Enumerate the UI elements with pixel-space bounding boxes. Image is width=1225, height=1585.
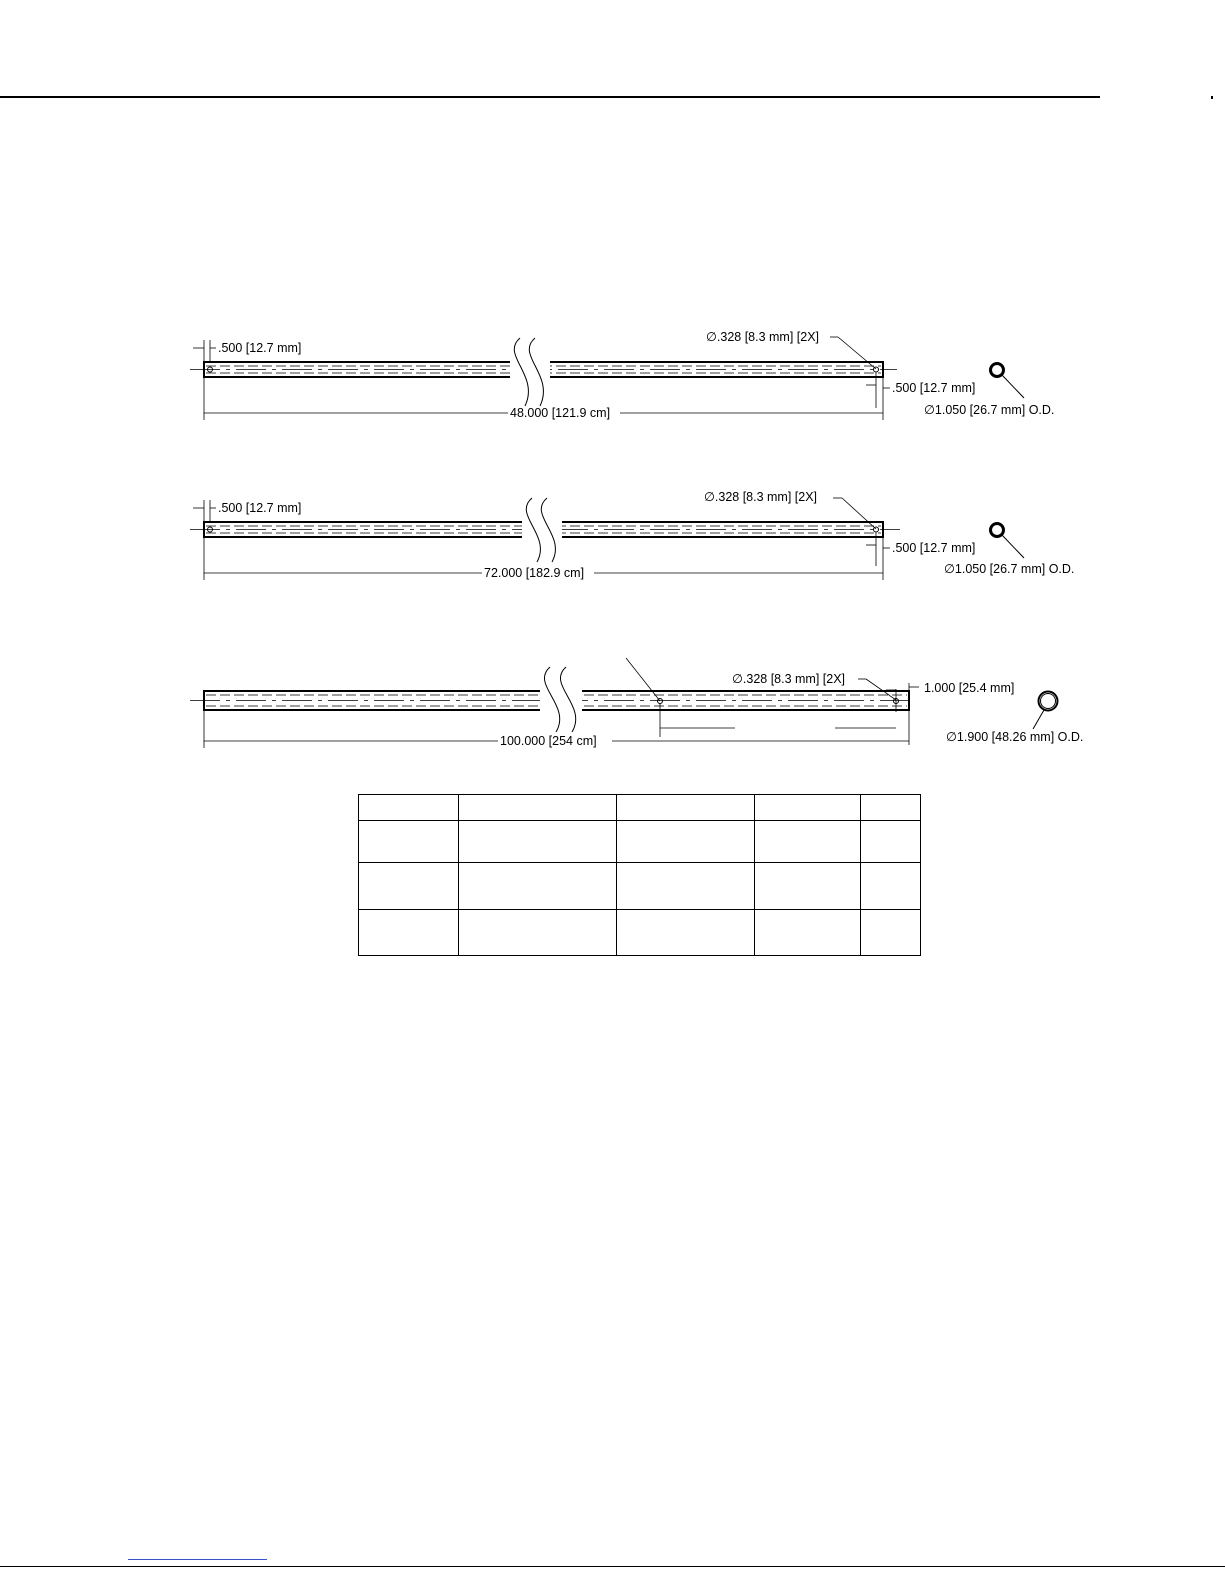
end-offset-right-label: .500 [12.7 mm] xyxy=(892,541,976,555)
end-offset-right-label: 1.000 [25.4 mm] xyxy=(924,681,1015,695)
outer-diameter-label: ∅1.050 [26.7 mm] O.D. xyxy=(924,403,1055,417)
end-offset-left-label: .500 [12.7 mm] xyxy=(218,501,302,515)
overall-length-label: 72.000 [182.9 cm] xyxy=(484,566,585,580)
table-cell xyxy=(617,821,755,863)
table-row xyxy=(359,863,921,910)
outer-diameter-label: ∅1.050 [26.7 mm] O.D. xyxy=(944,562,1075,576)
end-offset-left-label: .500 [12.7 mm] xyxy=(218,341,302,355)
pipe-drawing-100 xyxy=(190,658,1058,748)
table-cell xyxy=(755,821,861,863)
table-cell xyxy=(459,863,617,910)
overall-length-label: 100.000 [254 cm] xyxy=(500,734,597,748)
hole-callout-label: ∅.328 [8.3 mm] [2X] xyxy=(704,490,818,504)
table-cell xyxy=(459,795,617,821)
table-cell xyxy=(359,795,459,821)
table-header-row xyxy=(359,795,921,821)
table-cell xyxy=(755,795,861,821)
hole-callout-label: ∅.328 [8.3 mm] [2X] xyxy=(732,672,846,686)
table-cell xyxy=(861,795,921,821)
table-cell xyxy=(459,910,617,956)
section-circle xyxy=(1039,692,1058,711)
table-cell xyxy=(861,910,921,956)
section-circle xyxy=(991,364,1004,377)
table-row xyxy=(359,910,921,956)
table-cell xyxy=(617,795,755,821)
section-circle xyxy=(991,524,1004,537)
table-row xyxy=(359,821,921,863)
spec-table xyxy=(358,794,921,956)
pipe-drawing-72 xyxy=(190,498,1024,580)
table-cell xyxy=(755,910,861,956)
table-cell xyxy=(359,863,459,910)
overall-length-label: 48.000 [121.9 cm] xyxy=(510,406,611,420)
break-mask xyxy=(510,355,550,383)
end-offset-right-label: .500 [12.7 mm] xyxy=(892,381,976,395)
table-cell xyxy=(861,821,921,863)
table-cell xyxy=(359,910,459,956)
table-cell xyxy=(359,821,459,863)
hole-callout-label: ∅.328 [8.3 mm] [2X] xyxy=(706,330,820,344)
table-cell xyxy=(617,863,755,910)
table-cell xyxy=(755,863,861,910)
table-cell xyxy=(459,821,617,863)
outer-diameter-label: ∅1.900 [48.26 mm] O.D. xyxy=(946,730,1084,744)
table-cell xyxy=(861,863,921,910)
table-cell xyxy=(617,910,755,956)
